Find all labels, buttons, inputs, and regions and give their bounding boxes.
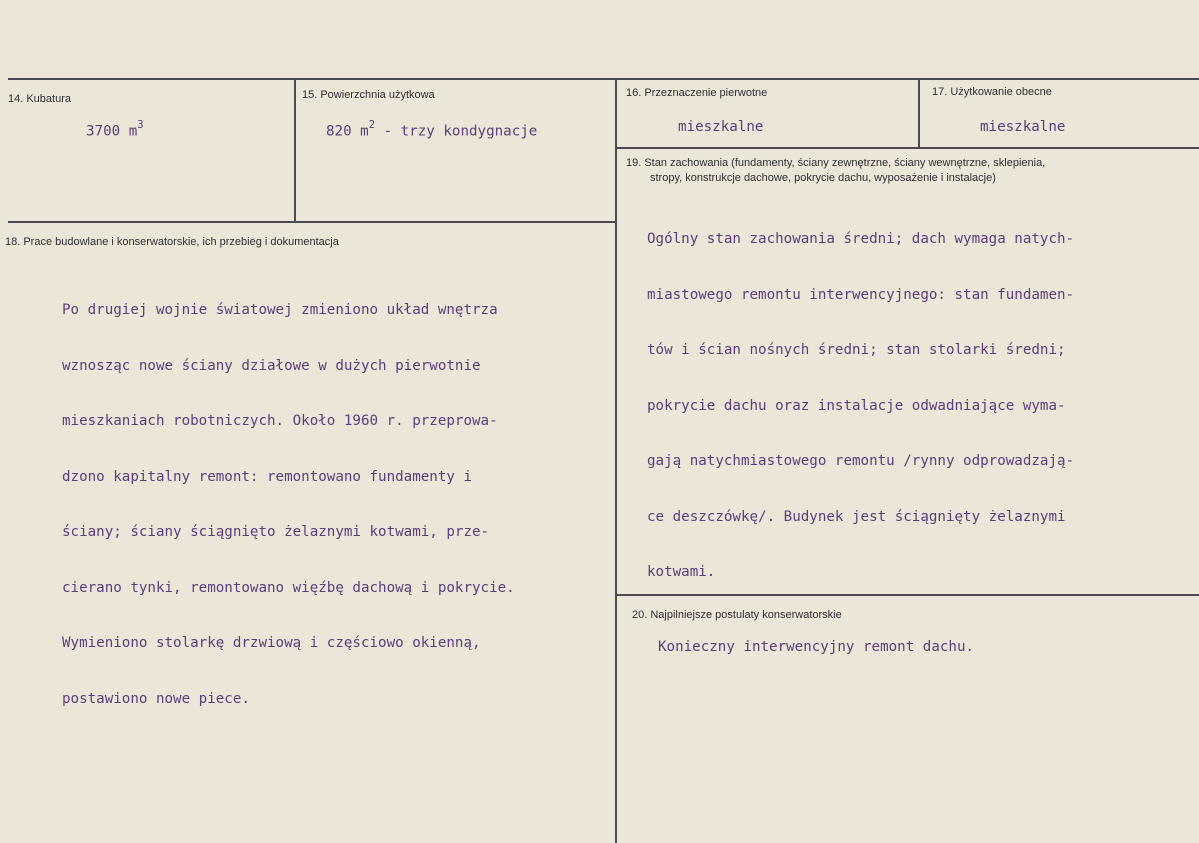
field18-text [62, 264, 515, 745]
field15-suffix: - trzy kondygnacje [383, 123, 538, 140]
field19-line: Ogólny stan zachowania średni; dach wymaga natych- [647, 231, 1075, 247]
field18-line: mieszkaniach robotniczych. Około 1960 r. przeprowa- [62, 413, 498, 429]
field18-line: wznosząc nowe ściany działowe w dużych pierwotnie [62, 357, 481, 374]
field15-number: 820 [326, 123, 352, 140]
field19-line: tów i ścian nośnych średni; stan stolarki średni; [647, 342, 1066, 358]
field19-text [647, 193, 1074, 619]
field16-value: mieszkalne [678, 119, 764, 135]
field15-label: 15. Powierzchnia użytkowa [302, 89, 435, 101]
top-rule [8, 78, 1199, 80]
field14-unit: m [128, 123, 138, 140]
field18-label: 18. Prace budowlane i konserwatorskie, ich przebieg i dokumentacja [5, 236, 339, 248]
field19-label-line1: 19. Stan zachowania (fundamenty, ściany zewnętrzne, ściany wewnętrzne, sklepienia, [626, 157, 1046, 169]
field18-line: dzono kapitalny remont: remontowano fundamenty i [62, 468, 472, 485]
row1-bottom-rule-right [617, 147, 1199, 149]
field18-line: postawiono nowe piece. [62, 690, 250, 707]
field17-value: mieszkalne [980, 119, 1066, 135]
field14-value [86, 118, 144, 141]
field19-line: pokrycie dachu oraz instalacje odwadniające wyma- [647, 397, 1066, 414]
field19-line: miastowego remontu interwencyjnego: stan fundamen- [647, 286, 1075, 303]
field20-label: 20. Najpilniejsze postulaty konserwatorskie [632, 609, 842, 621]
field19-label-line2: stropy, konstrukcje dachowe, pokrycie dachu, wyposażenie i instalacje) [650, 172, 996, 184]
field18-line: Wymieniono stolarkę drzwiową i częściowo okienną, [62, 635, 481, 651]
right-divider [918, 78, 920, 149]
field14-label: 14. Kubatura [8, 93, 71, 105]
field17-label: 17. Użytkowanie obecne [932, 86, 1052, 98]
field15-value [326, 118, 537, 141]
field18-line: ściany; ściany ściągnięto żelaznymi kotwami, prze- [62, 524, 490, 540]
field18-line: Po drugiej wojnie światowej zmieniono układ wnętrza [62, 302, 498, 318]
center-divider [615, 78, 617, 843]
field16-label: 16. Przeznaczenie pierwotne [626, 87, 768, 99]
field15-unit: m [360, 123, 369, 140]
field14-unit-exponent: 3 [137, 119, 144, 131]
row1-bottom-rule-left [8, 221, 617, 223]
field19-line: gają natychmiastowego remontu /rynny odprowadzają- [647, 453, 1075, 469]
field14-number: 3700 [86, 123, 121, 140]
field18-line: cierano tynki, remontowano więźbę dachową i pokrycie. [62, 579, 515, 596]
left-divider [294, 78, 296, 223]
field19-line: kotwami. [647, 564, 716, 580]
field15-unit-exponent: 2 [368, 119, 376, 131]
field20-value: Konieczny interwencyjny remont dachu. [658, 639, 975, 655]
field19-line: ce deszczówkę/. Budynek jest ściągnięty żelaznymi [647, 508, 1066, 525]
